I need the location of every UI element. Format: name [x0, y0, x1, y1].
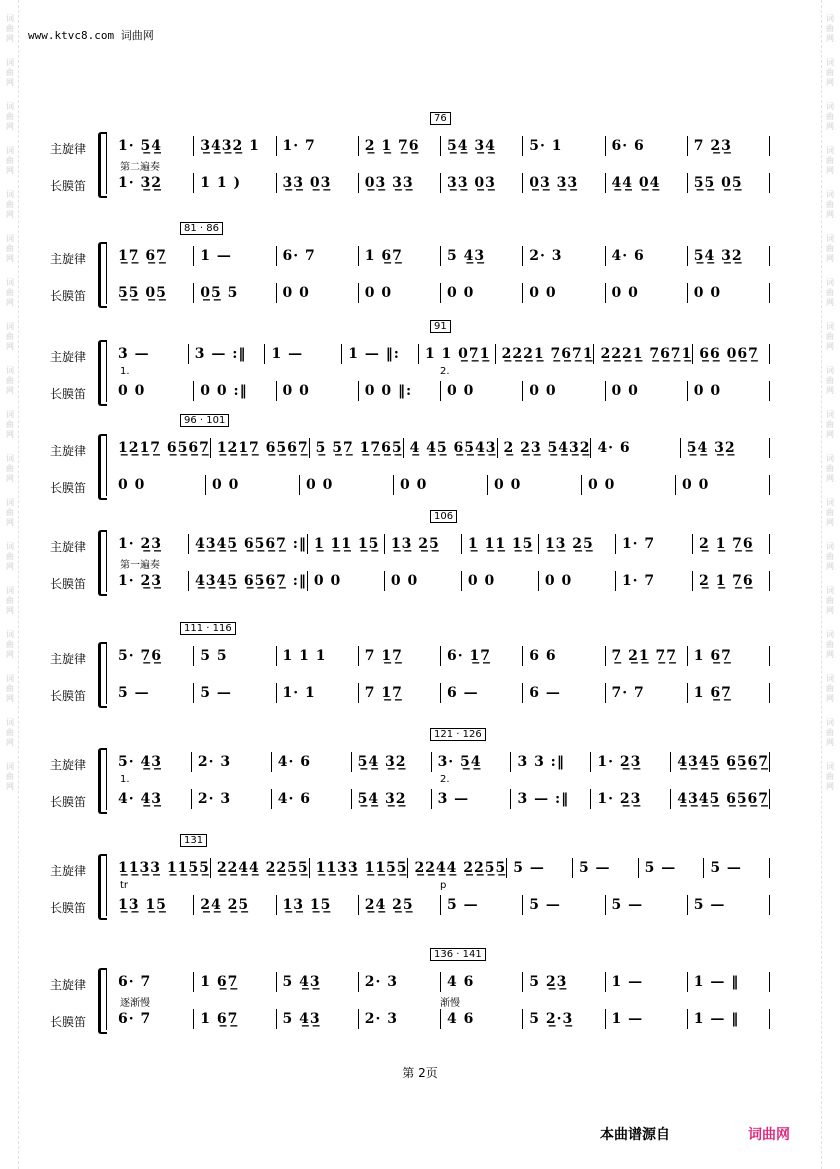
measure: 4̲3̲4̲5̲ 6̲5̲6̲7̲ :‖ — [189, 571, 308, 591]
watermark-text: 词曲网 — [826, 674, 834, 703]
measure-number: 96 · 101 — [180, 414, 229, 427]
watermark-text: 词曲网 — [826, 58, 834, 87]
score-system — [50, 415, 780, 502]
measure: 0 0 — [300, 475, 394, 495]
measure: 5 5 — [194, 646, 276, 666]
measure: 1· 2̲3̲ — [591, 752, 671, 772]
watermark-text: 词曲网 — [826, 278, 834, 307]
measure: 0 0 — [206, 475, 300, 495]
watermark-text: 词曲网 — [826, 234, 834, 263]
part-label-bottom: 长膜笛 — [50, 689, 87, 703]
measure: 1· 3̲2̲ — [112, 173, 194, 193]
measure: 6 — — [523, 683, 605, 703]
watermark-text: 词曲网 — [6, 366, 14, 395]
measure: 1 6̲7̲ — [688, 683, 770, 703]
measure: 1· 1 — [277, 683, 359, 703]
measure: 0 0 — [441, 381, 523, 401]
measure: 0 0 ‖: — [359, 381, 441, 401]
measure: 0 0 — [308, 571, 385, 591]
measure: 7̲ 2̲1̲ 7̲7̲ — [606, 646, 688, 666]
measure: 5̲4̲ 3̲2̲ — [352, 752, 432, 772]
measure: 5̲4̲ 3̲4̲ — [441, 136, 523, 156]
measure: 4̲4̲ 0̲4̲ — [606, 173, 688, 193]
watermark-text: 词曲网 — [826, 454, 834, 483]
performance-note: 第一遍奏 — [120, 560, 160, 571]
measure: 5 — — [704, 858, 770, 878]
measure: 0 0 — [112, 381, 194, 401]
measure: 1̲1̲3̲3̲ 1̲1̲5̲5̲ — [310, 858, 409, 878]
measure: 2· 3 — [192, 789, 272, 809]
measure: 5̲ 5̲7̲ 1̲7̲6̲5̲ — [310, 438, 404, 458]
melody-row — [112, 136, 770, 156]
melody-row — [112, 438, 770, 458]
part-label-bottom: 长膜笛 — [50, 481, 87, 495]
watermark-text: 词曲网 — [826, 102, 834, 131]
measure: 1̲3̲ 1̲5̲ — [277, 895, 359, 915]
measure: 3̲4̲3̲2̲ 1 — [194, 136, 276, 156]
score-system — [50, 835, 780, 922]
watermark-text: 词曲网 — [6, 278, 14, 307]
part-label-top: 主旋律 — [50, 758, 87, 772]
watermark-text: 词曲网 — [826, 718, 834, 747]
part-label-top: 主旋律 — [50, 350, 87, 364]
performance-note: 2. — [440, 774, 450, 785]
measure: 6 — — [441, 683, 523, 703]
part-label-top: 主旋律 — [50, 444, 87, 458]
performance-note: 第二遍奏 — [120, 162, 160, 173]
melody-row — [112, 752, 770, 772]
page-number: 第 2页 — [402, 1066, 438, 1080]
system-barline — [106, 968, 107, 1030]
measure: 1 1 1 — [277, 646, 359, 666]
watermark-text: 词曲网 — [826, 762, 834, 791]
measure: 5 — — [523, 895, 605, 915]
watermark-text: 词曲网 — [826, 366, 834, 395]
measure: 1· 5̲4̲ — [112, 136, 194, 156]
watermark-text: 词曲网 — [6, 498, 14, 527]
watermark-text: 词曲网 — [826, 498, 834, 527]
measure: 4̲3̲4̲5̲ 6̲5̲6̲7̲ — [671, 752, 770, 772]
brand-link[interactable]: 词曲网 — [748, 1127, 790, 1143]
left-watermark-strip — [2, 0, 19, 1169]
measure-number: 131 — [180, 834, 207, 847]
measure: 7· 7 — [606, 683, 688, 703]
measure-number: 81 · 86 — [180, 222, 223, 235]
measure: 5 — — [573, 858, 639, 878]
system-barline — [106, 132, 107, 194]
measure: 2̲4̲ 2̲5̲ — [359, 895, 441, 915]
measure: 0 0 — [606, 381, 688, 401]
measure: 7 2̲3̲ — [688, 136, 770, 156]
measure: 5 — — [507, 858, 573, 878]
measure: 1̲2̲1̲7̲ 6̲5̲6̲7̲ — [211, 438, 310, 458]
measure: 5 4̲3̲ — [277, 1009, 359, 1029]
source-label: 本曲谱源自 — [600, 1127, 670, 1143]
system-barline — [106, 642, 107, 704]
measure-number: 91 — [430, 320, 451, 333]
system-barline — [106, 530, 107, 592]
measure: 3 — :‖ — [189, 344, 266, 364]
watermark-text: 词曲网 — [826, 146, 834, 175]
measure: 5̲5̲ 0̲5̲ — [112, 283, 194, 303]
part-label-bottom: 长膜笛 — [50, 387, 87, 401]
performance-note: tr — [120, 880, 129, 891]
measure: 0 0 — [462, 571, 539, 591]
measure: 1 — — [194, 246, 276, 266]
watermark-text: 词曲网 — [6, 630, 14, 659]
measure: 5 — — [688, 895, 770, 915]
measure: 4· 6 — [272, 789, 352, 809]
part-label-top: 主旋律 — [50, 142, 87, 156]
measure: 3 — — [432, 789, 512, 809]
flute-row — [112, 895, 770, 915]
watermark-text: 词曲网 — [6, 234, 14, 263]
measure: 0 0 — [523, 381, 605, 401]
measure: 0 0 :‖ — [194, 381, 276, 401]
measure: 5 4̲3̲ — [277, 972, 359, 992]
melody-row — [112, 246, 770, 266]
measure: 0 0 — [539, 571, 616, 591]
melody-row — [112, 534, 770, 554]
measure: 0 0 — [441, 283, 523, 303]
measure: 1 6̲7̲ — [194, 1009, 276, 1029]
measure: 1· 2̲3̲ — [591, 789, 671, 809]
flute-row — [112, 789, 770, 809]
measure: 0 0 — [385, 571, 462, 591]
measure: 2̲2̲4̲4̲ 2̲2̲5̲5̲ — [408, 858, 507, 878]
system-barline — [106, 242, 107, 304]
watermark-text: 词曲网 — [6, 190, 14, 219]
measure: 0 0 — [606, 283, 688, 303]
measure: 6· 6 — [606, 136, 688, 156]
measure: 4· 4̲3̲ — [112, 789, 192, 809]
performance-note: p — [440, 880, 447, 891]
measure: 5 2̲3̲ — [523, 972, 605, 992]
measure: 1̲ 1̲1̲ 1̲5̲ — [308, 534, 385, 554]
measure-number: 111 · 116 — [180, 622, 236, 635]
measure: 1̲3̲ 2̲5̲ — [539, 534, 616, 554]
measure: 1 — — [606, 972, 688, 992]
performance-note: 渐慢 — [440, 998, 460, 1009]
measure: 5· 1 — [523, 136, 605, 156]
measure: 3 3 :‖ — [511, 752, 591, 772]
measure: 0 0 — [277, 283, 359, 303]
measure: 5̲4̲ 3̲2̲ — [681, 438, 770, 458]
measure: 2̲2̲4̲4̲ 2̲2̲5̲5̲ — [211, 858, 310, 878]
measure: 2̲ 1̲ 7̲6̲ — [693, 534, 770, 554]
measure: 6 6 — [523, 646, 605, 666]
part-label-bottom: 长膜笛 — [50, 1015, 87, 1029]
measure: 1 — ‖ — [688, 1009, 770, 1029]
measure: 4· 6 — [272, 752, 352, 772]
performance-note: 逐渐慢 — [120, 998, 150, 1009]
measure: 6· 1̲7̲ — [441, 646, 523, 666]
measure: 1 1 ) — [194, 173, 276, 193]
part-label-top: 主旋律 — [50, 864, 87, 878]
measure: 6· 7 — [112, 972, 194, 992]
watermark-text: 词曲网 — [826, 630, 834, 659]
score-system — [50, 321, 780, 408]
measure: 7 1̲7̲ — [359, 683, 441, 703]
system-barline — [106, 340, 107, 402]
measure: 0 0 — [112, 475, 206, 495]
watermark-text: 词曲网 — [6, 146, 14, 175]
watermark-text: 词曲网 — [6, 14, 14, 43]
measure-number: 121 · 126 — [430, 728, 486, 741]
measure: 0 0 — [582, 475, 676, 495]
measure: 3̲3̲ 0̲3̲ — [441, 173, 523, 193]
watermark-text: 词曲网 — [6, 586, 14, 615]
watermark-text: 词曲网 — [6, 58, 14, 87]
measure: 0 0 — [488, 475, 582, 495]
measure: 4̲3̲4̲5̲ 6̲5̲6̲7̲ — [671, 789, 770, 809]
watermark-text: 词曲网 — [6, 674, 14, 703]
measure: 1· 7 — [277, 136, 359, 156]
score-system — [50, 511, 780, 598]
melody-row — [112, 646, 770, 666]
measure: 6· 7 — [112, 1009, 194, 1029]
watermark-text: 词曲网 — [826, 190, 834, 219]
site-url[interactable]: www.ktvc8.com 词曲网 — [28, 29, 154, 42]
measure: 0̲3̲ 3̲3̲ — [523, 173, 605, 193]
measure: 3· 5̲4̲ — [432, 752, 512, 772]
measure: 5 — — [639, 858, 705, 878]
measure: 1 6̲7̲ — [194, 972, 276, 992]
measure: 1· 2̲3̲ — [112, 571, 189, 591]
watermark-text: 词曲网 — [826, 542, 834, 571]
measure: 4· 6 — [606, 246, 688, 266]
flute-row — [112, 571, 770, 591]
measure: 0 0 — [523, 283, 605, 303]
measure-number: 76 — [430, 112, 451, 125]
measure: 1 6̲7̲ — [359, 246, 441, 266]
watermark-text: 词曲网 — [6, 762, 14, 791]
measure: 5· 7̲6̲ — [112, 646, 194, 666]
measure: 3̲3̲ 0̲3̲ — [277, 173, 359, 193]
measure: 5 — — [441, 895, 523, 915]
measure: 5̲4̲ 3̲2̲ — [352, 789, 432, 809]
watermark-text: 词曲网 — [826, 410, 834, 439]
flute-row — [112, 381, 770, 401]
measure: 1 1 0̲7̲1̲ — [419, 344, 496, 364]
measure: 0 0 — [688, 381, 770, 401]
melody-row — [112, 858, 770, 878]
measure-number: 136 · 141 — [430, 948, 486, 961]
measure: 5 2̲·3̲ — [523, 1009, 605, 1029]
right-watermark-strip — [821, 0, 838, 1169]
measure: 1 — — [606, 1009, 688, 1029]
score-system — [50, 729, 780, 816]
measure: 1̲1̲3̲3̲ 1̲1̲5̲5̲ — [112, 858, 211, 878]
measure: 0̲5̲ 5 — [194, 283, 276, 303]
flute-row — [112, 1009, 770, 1029]
measure: 2· 3 — [359, 1009, 441, 1029]
measure-number: 106 — [430, 510, 457, 523]
measure: 2· 3 — [192, 752, 272, 772]
measure: 6· 7 — [277, 246, 359, 266]
measure: 4 6 — [441, 1009, 523, 1029]
part-label-top: 主旋律 — [50, 540, 87, 554]
flute-row — [112, 173, 770, 193]
score-system — [50, 623, 780, 710]
score-system — [50, 113, 780, 200]
part-label-top: 主旋律 — [50, 978, 87, 992]
performance-note: 2. — [440, 366, 450, 377]
measure: 2̲2̲2̲1̲ 7̲6̲7̲1̲ — [594, 344, 693, 364]
measure: 1̲3̲ 2̲5̲ — [385, 534, 462, 554]
measure: 2̲ 1̲ 7̲6̲ — [693, 571, 770, 591]
measure: 2̲ 1̲ 7̲6̲ — [359, 136, 441, 156]
measure: 2· 3 — [359, 972, 441, 992]
watermark-text: 词曲网 — [6, 454, 14, 483]
measure: 1· 2̲3̲ — [112, 534, 189, 554]
system-barline — [106, 854, 107, 916]
measure: 5 4̲3̲ — [441, 246, 523, 266]
measure: 5 — — [112, 683, 194, 703]
measure: 3 — — [112, 344, 189, 364]
measure: 2̲ 2̲3̲ 5̲4̲3̲2̲ — [498, 438, 592, 458]
melody-row — [112, 344, 770, 364]
measure: 7 1̲7̲ — [359, 646, 441, 666]
measure: 4̲3̲4̲5̲ 6̲5̲6̲7̲ :‖ — [189, 534, 308, 554]
system-barline — [106, 434, 107, 496]
measure: 0̲3̲ 3̲3̲ — [359, 173, 441, 193]
watermark-text: 词曲网 — [826, 322, 834, 351]
measure: 2· 3 — [523, 246, 605, 266]
part-label-top: 主旋律 — [50, 252, 87, 266]
part-label-bottom: 长膜笛 — [50, 795, 87, 809]
measure: 0 0 — [688, 283, 770, 303]
measure: 1· 7 — [616, 571, 693, 591]
measure: 1 — ‖: — [342, 344, 419, 364]
flute-row — [112, 683, 770, 703]
flute-row — [112, 475, 770, 495]
measure: 1 — — [265, 344, 342, 364]
measure: 1̲2̲1̲7̲ 6̲5̲6̲7̲ — [112, 438, 211, 458]
part-label-top: 主旋律 — [50, 652, 87, 666]
measure: 6̲6̲ 0̲6̲7̲ — [693, 344, 770, 364]
measure: 3 — :‖ — [511, 789, 591, 809]
measure: 5· 4̲3̲ — [112, 752, 192, 772]
measure: 5̲5̲ 0̲5̲ — [688, 173, 770, 193]
part-label-bottom: 长膜笛 — [50, 289, 87, 303]
measure: 0 0 — [359, 283, 441, 303]
part-label-bottom: 长膜笛 — [50, 901, 87, 915]
measure: 4· 6 — [591, 438, 680, 458]
performance-note: 1. — [120, 366, 130, 377]
performance-note: 1. — [120, 774, 130, 785]
measure: 2̲4̲ 2̲5̲ — [194, 895, 276, 915]
score-system — [50, 949, 780, 1036]
measure: 5 — — [194, 683, 276, 703]
measure: 1 6̲7̲ — [688, 646, 770, 666]
measure: 5̲4̲ 3̲2̲ — [688, 246, 770, 266]
measure: 1̲3̲ 1̲5̲ — [112, 895, 194, 915]
watermark-text: 词曲网 — [6, 718, 14, 747]
measure: 5 — — [606, 895, 688, 915]
measure: 0 0 — [277, 381, 359, 401]
watermark-text: 词曲网 — [826, 586, 834, 615]
measure: 4 6 — [441, 972, 523, 992]
measure: 1̲ 1̲1̲ 1̲5̲ — [462, 534, 539, 554]
measure: 0 0 — [676, 475, 770, 495]
measure: 0 0 — [394, 475, 488, 495]
watermark-text: 词曲网 — [6, 542, 14, 571]
part-label-bottom: 长膜笛 — [50, 179, 87, 193]
measure: 2̲2̲2̲1̲ 7̲6̲7̲1̲ — [496, 344, 595, 364]
flute-row — [112, 283, 770, 303]
melody-row — [112, 972, 770, 992]
watermark-text: 词曲网 — [6, 410, 14, 439]
measure: 1· 7 — [616, 534, 693, 554]
watermark-text: 词曲网 — [6, 102, 14, 131]
measure: 4̲ 4̲5̲ 6̲5̲4̲3̲ — [404, 438, 498, 458]
measure: 1 — ‖ — [688, 972, 770, 992]
system-barline — [106, 748, 107, 810]
measure: 1̲7̲ 6̲7̲ — [112, 246, 194, 266]
score-system — [50, 223, 780, 310]
part-label-bottom: 长膜笛 — [50, 577, 87, 591]
watermark-text: 词曲网 — [6, 322, 14, 351]
watermark-text: 词曲网 — [826, 14, 834, 43]
